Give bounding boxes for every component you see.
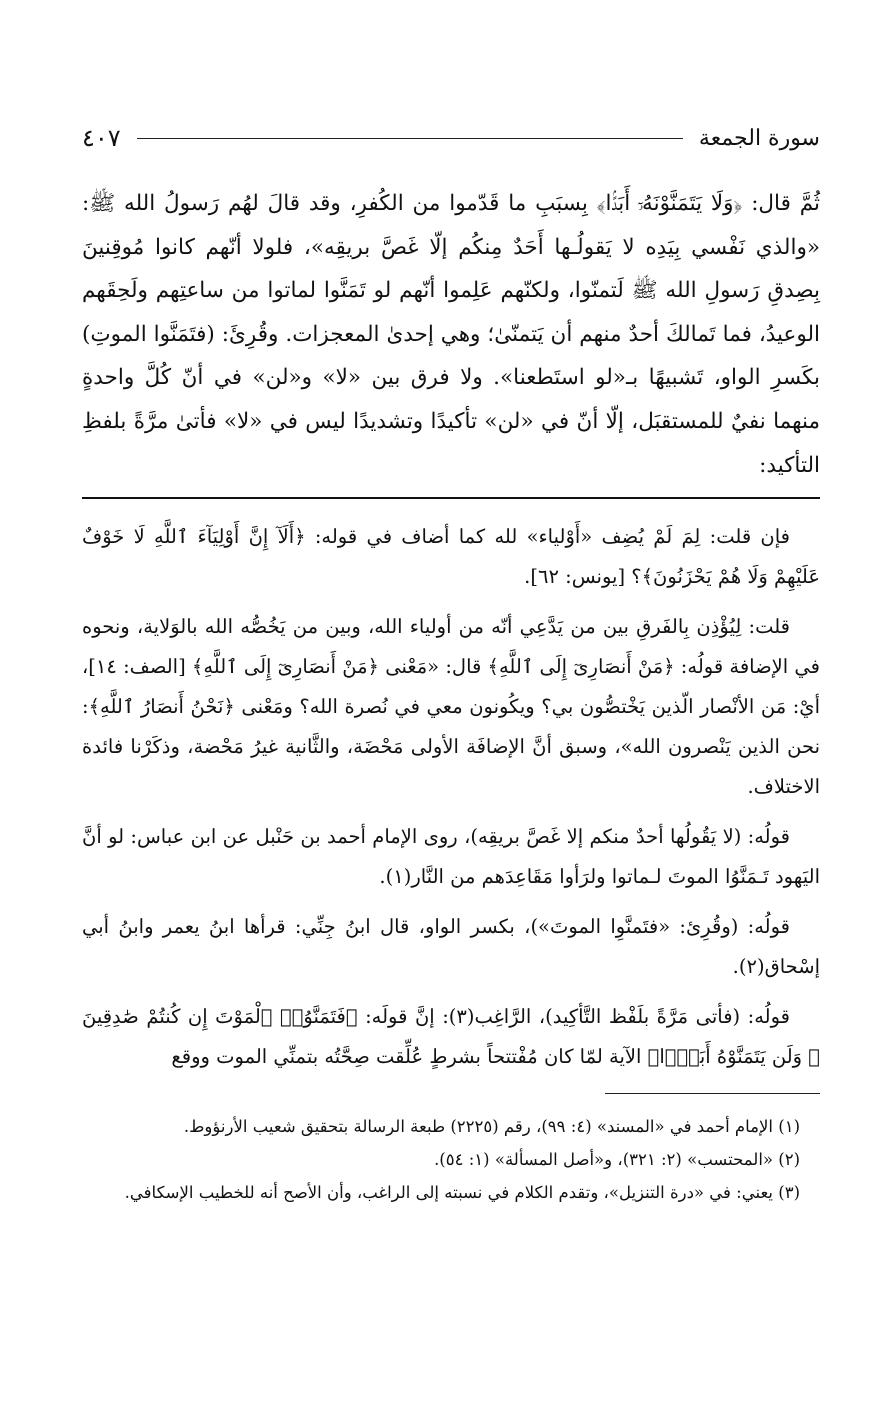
- footnote-2: (٢) «المحتسب» (٢: ٣٢١)، و«أصل المسألة» (١: ٥٤).: [434, 1150, 800, 1170]
- header-rule: [137, 138, 683, 139]
- commentary-paragraph-4: قولُه: (وقُرِئ: «فتَمنَّوِا الموتَ»)، بكسر الواو، قال ابنُ جِنِّي: قرأها ابنُ يعمر وابنُ أبي إسْحاق(٢).: [82, 915, 820, 979]
- footnotes: [82, 1110, 820, 1209]
- book-page: [82, 118, 820, 1209]
- footnote-3: (٣) يعني: في «درة التنزيل»، وتقدم الكلام في نسبته إلى الراغب، وأن الأصح أنه للخطيب الإسكافي.: [124, 1183, 800, 1203]
- footnote-rule: [605, 1093, 820, 1094]
- surah-title: سورة الجمعة: [698, 125, 820, 151]
- commentary-paragraph-2: قلت: لِيُؤْذِن بِالفَرقِ بين من يَدَّعِي أنّه من أولياء الله، وبين من يَخُصُّه الله بالوَلاية، ونحوه في الإضافة قولُه: ﴿مَنْ أَنصَارِىٓ إِلَى ٱللَّهِ﴾ قال: «مَعْنى ﴿مَنْ أَنصَارِىٓ إِلَى ٱللَّهِ﴾ [الصف: ١٤]، أيْ: مَن الأنْصار الّذين يَخْتصُّون بي؟ ويكُونون معي في نُصرة الله؟ ومَعْنى ﴿نَحْنُ أَنصَارُ ٱللَّهِ﴾: نحن الذين يَنْصرون الله»، وسبق أنَّ الإضافَة الأولى مَحْضَة، والثَّانية غيرُ مَحْضة، وذكَرْنا فائدة الاختلاف.: [82, 615, 820, 799]
- main-text-paragraph: ثُمَّ قال: ﴿وَلَا يَتَمَنَّوْنَهُۥٓ أَبَدًۢا﴾ بِسبَبِ ما قَدّموا من الكُفرِ، وقد قالَ لهُم رَسولُ الله ﷺ: «والذي نَفْسي بِيَدِه لا يَقولُـها أَحَدٌ مِنكُم إلّا غَصَّ بريقِه»، فلولا أنّهم كانوا مُوقِنينَ بِصِدقِ رَسولِ الله ﷺ لَتمنّوا، ولكنّهم عَلِموا أنّهم لو تَمَنَّوا لماتوا من ساعتِهم ولَحِقَهم الوعيدُ، فما تَمالكَ أحدٌ منهم أن يَتمنّىٰ؛ وهي إحدىٰ المعجزات. وقُرِئَ: (فتَمَنَّوا الموتِ) بكَسرِ الواو، تَشبيهًا بـ«لو استَطعنا». ولا فرق بين «لا» و«لن» في أنّ كُلَّ واحدةٍ منهما نفيٌ للمستقبَل، إلّا أنّ في «لن» تأكيدًا وتشديدًا ليس في «لا» فأتىٰ مرَّةً بلفظِ التأكيد:: [82, 191, 820, 478]
- page-number: ٤٠٧: [82, 124, 121, 152]
- commentary-paragraph-5: قولُه: (فأتى مَرَّةً بلَفْظ التَّأكِيد)، الرَّاغِب(٣): إنَّ قولَه: ﴿فَتَمَنَّوُا۟ ٱلْمَوْتَ إِن كُنتُمْ صَٰدِقِينَ ۞ وَلَن يَتَمَنَّوْهُ أَبَدًۢا﴾ الآية لمّا كان مُفْتتحاً بشرطٍ عُلِّقت صِحَّتُه بتمنِّي الموت ووقع: [82, 1005, 820, 1069]
- commentary-paragraph-1: فإن قلت: لِمَ لَمْ يُضِف «أَوْلياء» لله كما أضاف في قوله: ﴿أَلَآ إِنَّ أَوْلِيَآءَ ٱللَّهِ لَا خَوْفٌ عَلَيْهِمْ وَلَا هُمْ يَحْزَنُونَ﴾؟ [يونس: ٦٢].: [82, 525, 820, 589]
- section-divider: [82, 497, 820, 499]
- running-header: [82, 118, 820, 158]
- footnote-1: (١) الإمام أحمد في «المسند» (٤: ٩٩)، رقم (٢٢٢٥) طبعة الرسالة بتحقيق شعيب الأرنؤوط.: [183, 1117, 800, 1137]
- commentary: [82, 517, 820, 1077]
- commentary-paragraph-3: قولُه: (لا يَقُولُها أحدٌ منكم إلا غَصَّ بريقِه)، روى الإمام أحمد بن حَنْبل عن ابن عباس: لو أنَّ اليَهود تَـمَنَّوُا الموتَ لـماتوا ولرَأوا مَقَاعِدَهم من النَّار(١).: [82, 825, 820, 889]
- main-text: [82, 182, 820, 487]
